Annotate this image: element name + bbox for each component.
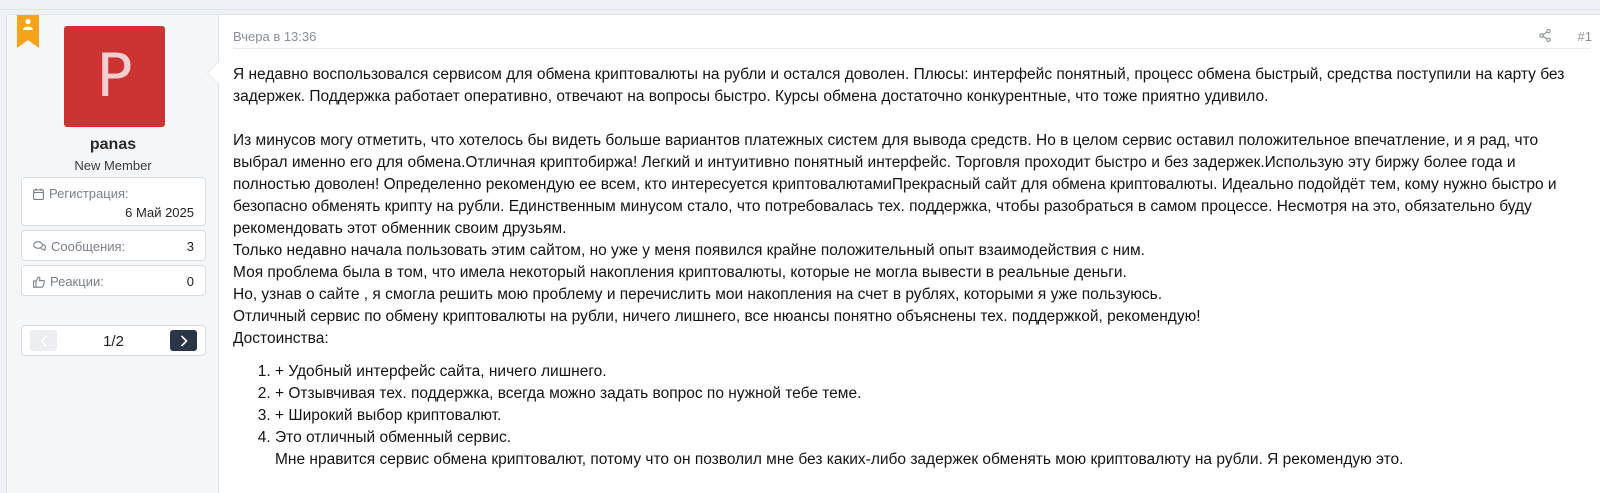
user-badge-icon xyxy=(22,18,34,31)
forum-post xyxy=(6,14,1600,493)
chevron-right-icon xyxy=(180,335,188,347)
post-text-line: Только недавно начала пользовать этим сайтом, но уже у меня появился крайне положительный опыт взаимодействия с ним. xyxy=(233,242,1145,259)
post-text-line: задержек. Поддержка работает оперативно, отвечают на вопросы быстро. Курсы обмена достаточно конкурентные, что тоже приятно удивило. xyxy=(233,88,1269,105)
post-text-line: Отличный сервис по обмену криптовалюты на рубли, ничего лишнего, все нюансы понятно объяснены тех. поддержкой, рекомендую! xyxy=(233,308,1201,325)
top-strip xyxy=(0,0,1600,10)
bookmark-badge-icon xyxy=(17,15,39,48)
post-text-line: Из минусов могу отметить, что хотелось бы видеть больше вариантов платежных систем для вывода средств. Но в целом сервис оставил положительное впечатление, и я рад, что xyxy=(233,132,1539,149)
stat-reactions-value: 0 xyxy=(186,274,194,289)
thumbs-up-icon xyxy=(33,276,45,288)
post-text-line: безопасно обменять крипту на рубли. Единственным минусом стало, что потребовалась тех. поддержка, чтобы разобраться в самом процессе. Несмотря на это, обязательно буду xyxy=(233,198,1532,215)
list-item: 3. + Широкий выбор криптовалют. xyxy=(275,405,1583,427)
advantages-list xyxy=(233,361,1583,449)
calendar-icon xyxy=(33,188,44,200)
stat-registration-label: Регистрация: xyxy=(49,186,129,201)
list-item-continuation: Мне нравится сервис обмена криптовалют, потому что он позволил мне без каких-либо задержек обменять мою криптовалюту на рубли. Я рекомендую это. xyxy=(275,451,1404,468)
user-title: New Member xyxy=(74,158,152,173)
stat-messages-value[interactable]: 3 xyxy=(186,239,194,254)
user-info-column xyxy=(7,15,219,493)
stat-messages xyxy=(21,230,206,261)
username-link[interactable]: panas xyxy=(89,136,137,153)
post-number-link[interactable]: #1 xyxy=(1577,29,1592,44)
share-icon[interactable] xyxy=(1539,29,1551,42)
post-main xyxy=(219,15,1600,493)
post-text-line: Моя проблема была в том, что имела некоторый накопления криптовалюты, которые не могла вывести в реальные деньги. xyxy=(233,264,1127,281)
post-pager xyxy=(21,325,206,356)
avatar[interactable]: P xyxy=(64,26,165,127)
post-text-line: Я недавно воспользовался сервисом для обмена криптовалюты на рубли и остался доволен. Плюсы: интерфейс понятный, процесс обмена быстрый, средства поступили на карту без xyxy=(233,66,1565,83)
pager-next-button[interactable] xyxy=(170,330,197,351)
post-text-line: выбрал именно его для обмена.Отличная криптобиржа! Легкий и интуитивно понятный интерфейс. Торговля проходит быстро и без задержек.Использую эту биржу более года и xyxy=(233,154,1516,171)
post-body xyxy=(233,64,1583,471)
post-text-line: полностью доволен! Определенно рекомендую ее всем, кто интересуется криптовалютамиПрекрасный сайт для обмена криптовалюты. Идеально подойдёт тем, кому нужно быстро и xyxy=(233,176,1557,193)
pager-position: 1/2 xyxy=(103,333,124,350)
stat-reactions xyxy=(21,265,206,296)
post-text-line: Достоинства: xyxy=(233,330,329,347)
list-item: 1. + Удобный интерфейс сайта, ничего лишнего. xyxy=(275,361,1583,383)
post-date-link[interactable]: Вчера в 13:36 xyxy=(233,29,317,44)
post-arrow xyxy=(208,62,219,84)
stat-registration-value: 6 Май 2025 xyxy=(125,205,194,220)
comments-icon xyxy=(33,241,46,252)
list-item: 4. Это отличный обменный сервис. xyxy=(275,427,1583,449)
post-text-line: рекомендовать этот обменник своим друзьям. xyxy=(233,220,567,237)
post-header-divider xyxy=(233,48,1590,49)
stat-messages-label: Сообщения: xyxy=(51,239,126,254)
list-item: 2. + Отзывчивая тех. поддержка, всегда можно задать вопрос по нужной тебе теме. xyxy=(275,383,1583,405)
post-text-line: Но, узнав о сайте , я смогла решить мою проблему и перечислить мои накопления на счет в рублях, которыми я уже пользуюсь. xyxy=(233,286,1163,303)
stat-reactions-label: Реакции: xyxy=(50,274,104,289)
stat-registration xyxy=(21,177,206,226)
